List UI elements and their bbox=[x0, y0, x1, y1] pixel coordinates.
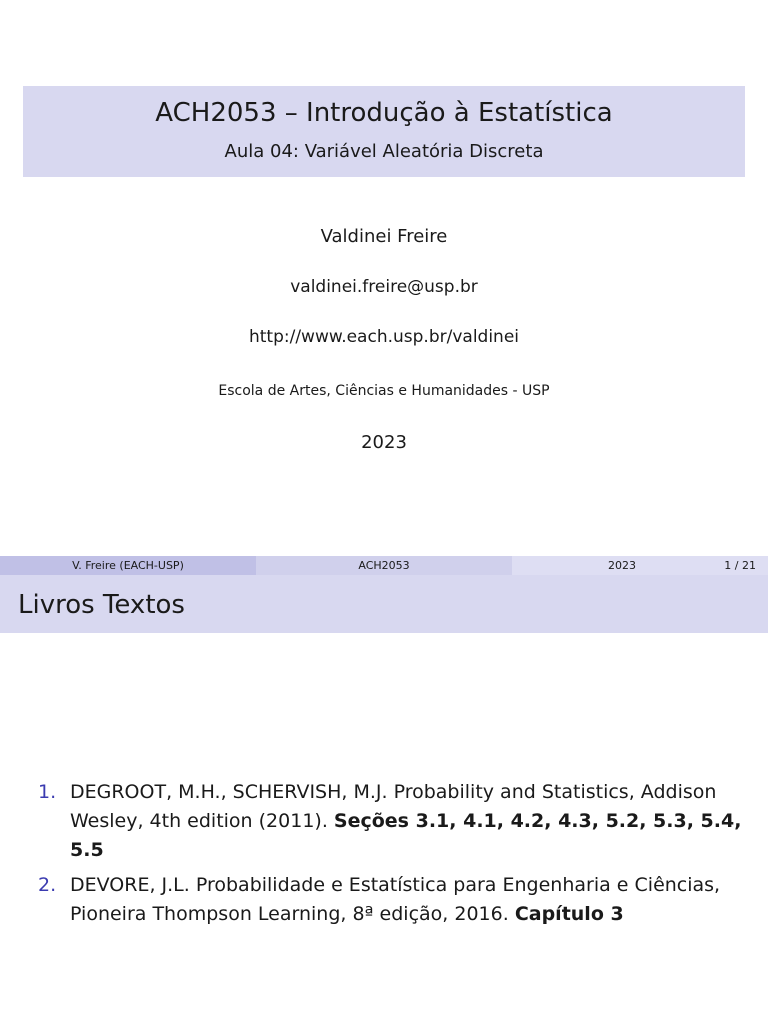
author-url: http://www.each.usp.br/valdinei bbox=[248, 327, 520, 347]
year: 2023 bbox=[361, 432, 407, 453]
slide-title: ACH2053 – Introdução à Estatística bbox=[155, 98, 613, 128]
list-number: 2. bbox=[38, 874, 57, 896]
reference-list bbox=[38, 778, 750, 935]
reference-sections: Capítulo 3 bbox=[514, 903, 624, 925]
list-item bbox=[38, 778, 750, 865]
author-email: valdinei.freire@usp.br bbox=[290, 277, 478, 297]
footer-course: ACH2053 bbox=[256, 556, 512, 575]
reference-text: DEVORE, J.L. Probabilidade e Estatística para Engenharia e Ciências, Pioneira Thompson Learning, 8ª edição, 2016. bbox=[70, 874, 721, 925]
author-name: Valdinei Freire bbox=[320, 226, 448, 247]
footer-author: V. Freire (EACH-USP) bbox=[0, 556, 256, 575]
reference-text: DEGROOT, M.H., SCHERVISH, M.J. Probability and Statistics, Addison Wesley, 4th edition (2011). bbox=[70, 781, 717, 832]
footer-year: 2023 bbox=[608, 559, 636, 572]
slide2-title: Livros Textos bbox=[18, 590, 185, 620]
slide-footer bbox=[0, 556, 768, 575]
list-item bbox=[38, 871, 750, 929]
institution: Escola de Artes, Ciências e Humanidades - USP bbox=[218, 383, 550, 399]
footer-page-number: 1 / 21 bbox=[724, 559, 756, 572]
footer-right bbox=[512, 556, 768, 575]
reference-sections: Seções 3.1, 4.1, 4.2, 4.3, 5.2, 5.3, 5.4, 5.5 bbox=[70, 810, 742, 861]
slide2-header bbox=[0, 575, 768, 633]
list-number: 1. bbox=[38, 781, 57, 803]
slide-subtitle: Aula 04: Variável Aleatória Discreta bbox=[224, 141, 544, 162]
title-block bbox=[23, 86, 745, 177]
